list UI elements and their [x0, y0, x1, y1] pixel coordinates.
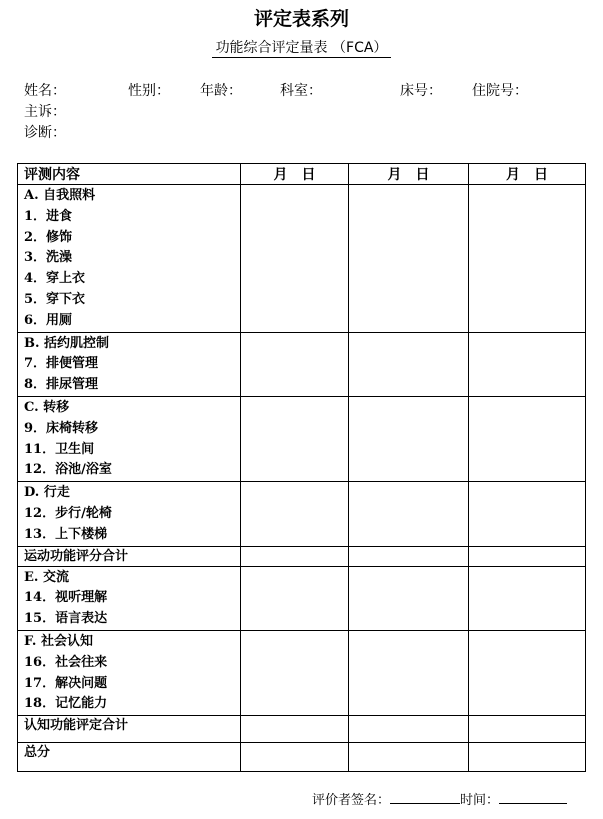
item-label: 3．洗澡	[24, 250, 73, 266]
score-cell[interactable]	[241, 630, 349, 715]
item-label: 11．卫生间	[24, 441, 95, 457]
item-label: 7．排便管理	[24, 356, 99, 372]
score-cell[interactable]	[349, 546, 469, 566]
sex-label: 性别：	[128, 83, 170, 99]
table-row-communication	[18, 566, 586, 630]
score-cell[interactable]	[241, 716, 349, 743]
assessment-table	[17, 163, 586, 772]
item-label: 18．记忆能力	[24, 696, 108, 712]
score-cell[interactable]	[349, 743, 469, 772]
table-row-sphincter	[18, 332, 586, 396]
motor-total-label: 运动功能评分合计	[18, 546, 241, 566]
category-cell-transfer	[18, 396, 241, 481]
category-cell-communication	[18, 566, 241, 630]
score-cell[interactable]	[469, 482, 586, 546]
category-cell-locomotion	[18, 482, 241, 546]
item-label: 15．语言表达	[24, 611, 108, 627]
score-cell[interactable]	[349, 185, 469, 333]
score-cell[interactable]	[349, 566, 469, 630]
header-date-1: 月 日	[241, 164, 349, 185]
category-heading: A. 自我照料	[24, 188, 96, 203]
category-heading: E. 交流	[24, 569, 69, 585]
item-label: 9．床椅转移	[24, 420, 99, 436]
table-row-motor-total	[18, 546, 586, 566]
item-label: 13．上下楼梯	[24, 526, 108, 542]
item-label: 16．社会往来	[24, 654, 108, 670]
score-cell[interactable]	[241, 546, 349, 566]
score-cell[interactable]	[241, 185, 349, 333]
score-cell[interactable]	[469, 630, 586, 715]
score-cell[interactable]	[349, 716, 469, 743]
score-cell[interactable]	[469, 566, 586, 630]
category-heading: B. 括约肌控制	[24, 335, 110, 351]
score-cell[interactable]	[469, 743, 586, 772]
subtitle-text: 功能综合评定量表 （FCA）	[212, 40, 392, 58]
page-title: 评定表系列	[253, 8, 349, 30]
bed-number-label: 床号：	[400, 83, 442, 99]
score-cell[interactable]	[469, 332, 586, 396]
table-row-locomotion	[18, 482, 586, 546]
time-label: 时间：	[460, 793, 500, 808]
score-cell[interactable]	[349, 396, 469, 481]
item-label: 6．用厕	[24, 312, 73, 328]
item-label: 14．视听理解	[24, 590, 108, 606]
header-date-3: 月 日	[469, 164, 586, 185]
score-cell[interactable]	[349, 482, 469, 546]
score-cell[interactable]	[469, 716, 586, 743]
item-label: 17．解决问题	[24, 675, 108, 691]
time-line[interactable]	[499, 790, 567, 804]
category-heading: D. 行走	[24, 485, 70, 501]
grand-total-label: 总分	[18, 743, 241, 772]
table-row-self-care	[18, 185, 586, 333]
score-cell[interactable]	[469, 185, 586, 333]
table-row-social-cognition	[18, 630, 586, 715]
item-label: 12．浴池/浴室	[24, 462, 112, 478]
item-label: 2．修饰	[24, 229, 73, 245]
form-subtitle	[0, 37, 603, 57]
cognitive-total-label: 认知功能评定合计	[18, 716, 241, 743]
category-heading: F. 社会认知	[24, 633, 93, 649]
age-label: 年龄：	[200, 83, 242, 99]
diagnosis-label: 诊断：	[24, 125, 66, 141]
score-cell[interactable]	[469, 546, 586, 566]
category-cell-sphincter	[18, 332, 241, 396]
table-row-grand-total	[18, 743, 586, 772]
department-label: 科室：	[280, 83, 322, 99]
item-label: 1．进食	[24, 208, 73, 224]
evaluator-signature-label: 评价者签名：	[312, 793, 391, 808]
category-heading: C. 转移	[24, 399, 70, 415]
table-row-transfer	[18, 396, 586, 481]
score-cell[interactable]	[241, 332, 349, 396]
signature-footer	[312, 789, 567, 808]
score-cell[interactable]	[241, 743, 349, 772]
score-cell[interactable]	[241, 566, 349, 630]
score-cell[interactable]	[241, 396, 349, 481]
inpatient-number-label: 住院号：	[472, 83, 528, 99]
item-label: 8．排尿管理	[24, 377, 99, 393]
evaluator-signature-line[interactable]	[390, 790, 460, 804]
item-label: 4．穿上衣	[24, 271, 86, 287]
table-header-row	[18, 164, 586, 185]
table-row-cognitive-total	[18, 716, 586, 743]
score-cell[interactable]	[349, 630, 469, 715]
category-cell-social-cognition	[18, 630, 241, 715]
score-cell[interactable]	[241, 482, 349, 546]
header-item: 评测内容	[18, 164, 241, 185]
item-label: 12．步行/轮椅	[24, 505, 112, 521]
score-cell[interactable]	[469, 396, 586, 481]
score-cell[interactable]	[349, 332, 469, 396]
item-label: 5．穿下衣	[24, 291, 86, 307]
chief-complaint-label: 主诉：	[24, 104, 66, 120]
header-date-2: 月 日	[349, 164, 469, 185]
category-cell-self-care	[18, 185, 241, 333]
name-label: 姓名：	[24, 83, 66, 99]
